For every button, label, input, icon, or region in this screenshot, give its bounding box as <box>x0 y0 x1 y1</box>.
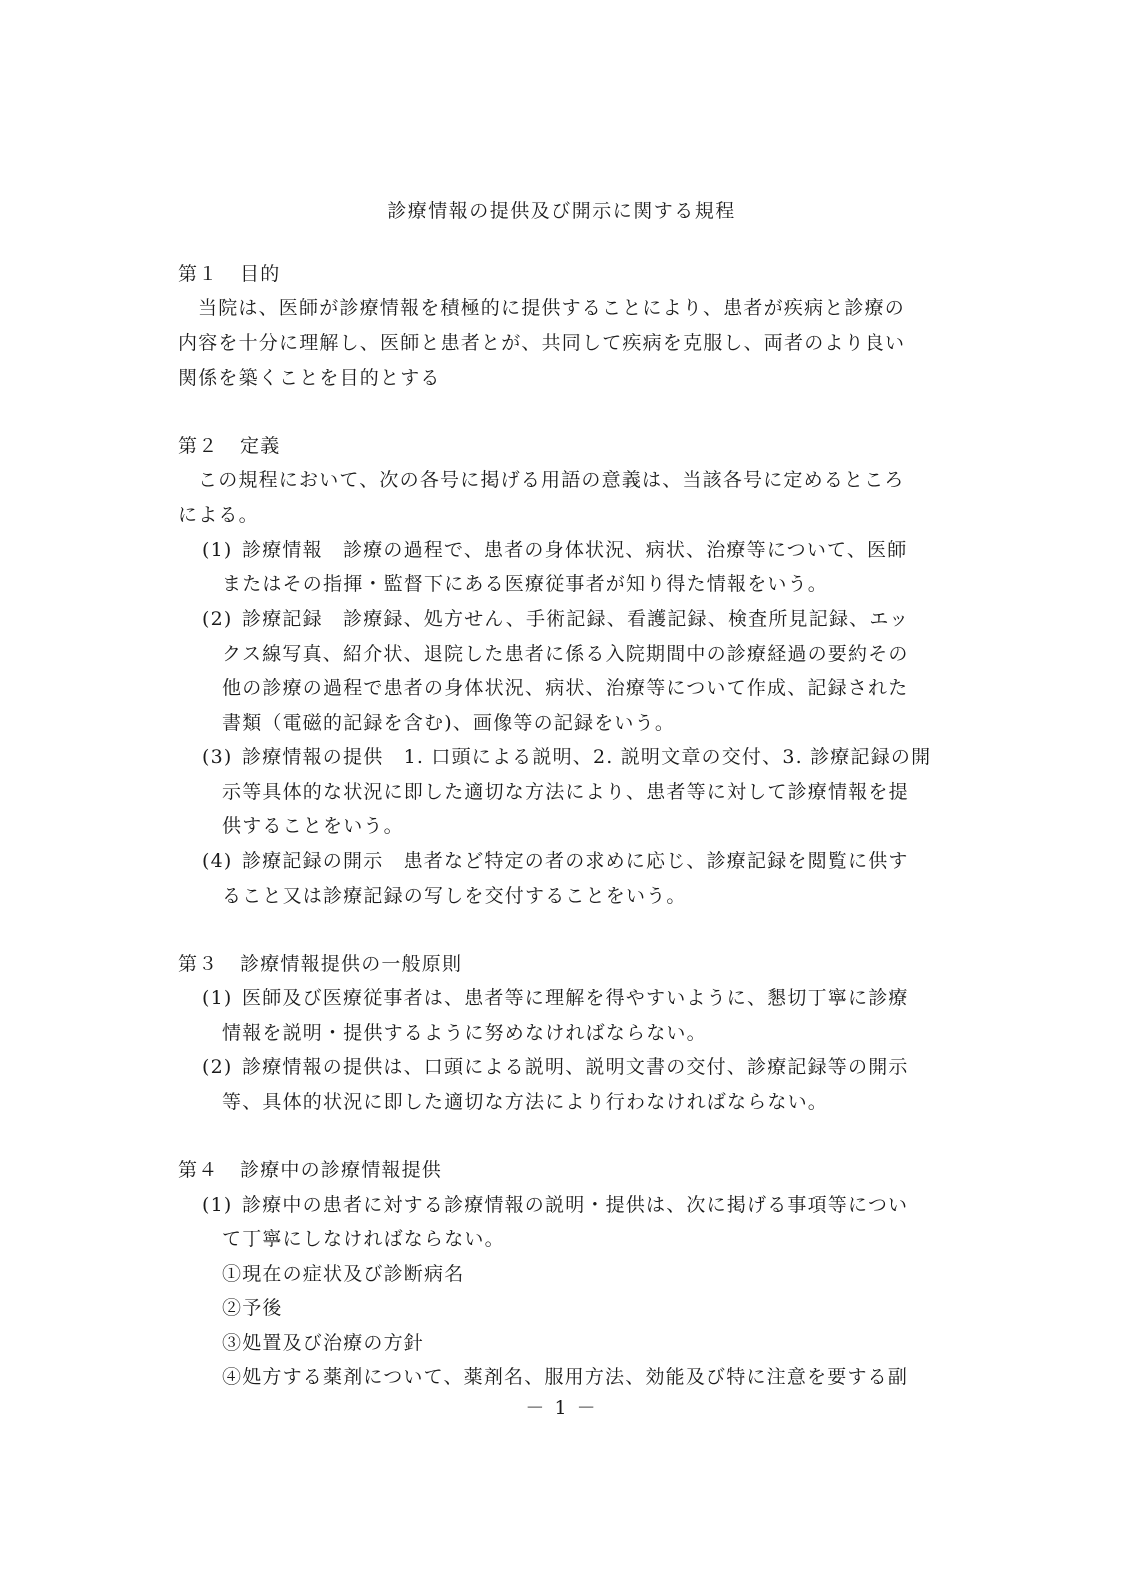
item-text: 診療情報 診療の過程で、患者の身体状況、病状、治療等について、医師 <box>242 539 908 561</box>
item-continuation: 書類（電磁的記録を含む)、画像等の記録をいう。 <box>222 712 676 734</box>
sub-item: ②予後 <box>222 1297 283 1319</box>
item-continuation: ること又は診療記録の写しを交付することをいう。 <box>222 885 687 907</box>
item-number: (2) <box>202 608 233 630</box>
item-text: 診療情報の提供 1. 口頭による説明、2. 説明文章の交付、3. 診療記録の開 <box>242 746 932 768</box>
item-number: (1) <box>202 987 233 1009</box>
item-number: (4) <box>202 850 233 872</box>
item-continuation: 示等具体的な状況に即した適切な方法により、患者等に対して診療情報を提 <box>222 781 909 803</box>
item-number: (1) <box>202 539 233 561</box>
section-title: 診療中の診療情報提供 <box>240 1159 443 1181</box>
item-text: 診療情報の提供は、口頭による説明、説明文書の交付、診療記録等の開示 <box>242 1056 909 1078</box>
item-continuation: て丁寧にしなければならない。 <box>222 1228 505 1250</box>
item-continuation: 等、具体的状況に即した適切な方法により行わなければならない。 <box>222 1091 829 1113</box>
paragraph-line: 関係を築くことを目的とする <box>178 367 441 389</box>
section-title: 目的 <box>240 263 281 285</box>
section-title: 診療情報提供の一般原則 <box>240 953 463 975</box>
item-continuation: 供することをいう。 <box>222 815 404 837</box>
section-number: 第３ <box>178 953 219 975</box>
paragraph-line: この規程において、次の各号に掲げる用語の意義は、当該各号に定めるところ <box>198 469 905 491</box>
item-continuation: 情報を説明・提供するように努めなければならない。 <box>222 1022 707 1044</box>
section-heading <box>178 1158 442 1182</box>
paragraph-line: 当院は、医師が診療情報を積極的に提供することにより、患者が疾病と診療の <box>198 297 906 319</box>
item-continuation: またはその指揮・監督下にある医療従事者が知り得た情報をいう。 <box>222 573 829 595</box>
section-heading <box>178 952 462 976</box>
item-text: 診療記録 診療録、処方せん、手術記録、看護記録、検査所見記録、エッ <box>242 608 910 630</box>
section-number: 第２ <box>178 435 219 457</box>
item-text: 診療中の患者に対する診療情報の説明・提供は、次に掲げる事項等につい <box>242 1194 909 1216</box>
list-item <box>202 607 909 631</box>
section-number: 第４ <box>178 1159 219 1181</box>
item-text: 医師及び医療従事者は、患者等に理解を得やすいように、懇切丁寧に診療 <box>242 987 909 1009</box>
sub-item: ③処置及び治療の方針 <box>222 1332 425 1354</box>
document-title: 診療情報の提供及び開示に関する規程 <box>387 200 736 222</box>
item-text: 診療記録の開示 患者など特定の者の求めに応じ、診療記録を閲覧に供す <box>242 850 909 872</box>
sub-item: ④処方する薬剤について、薬剤名、服用方法、効能及び特に注意を要する副 <box>222 1366 909 1388</box>
list-item <box>202 538 907 562</box>
page-number: － 1 － <box>525 1397 598 1419</box>
paragraph-line: による。 <box>178 504 259 526</box>
list-item <box>202 745 931 769</box>
list-item <box>202 1193 908 1217</box>
list-item <box>202 849 909 873</box>
item-continuation: クス線写真、紹介状、退院した患者に係る入院期間中の診療経過の要約その <box>222 643 909 665</box>
section-heading <box>178 434 280 458</box>
paragraph-line: 内容を十分に理解し、医師と患者とが、共同して疾病を克服し、両者のより良い <box>178 332 906 354</box>
item-number: (3) <box>202 746 233 768</box>
sub-item: ①現在の症状及び診断病名 <box>222 1263 465 1285</box>
item-number: (1) <box>202 1194 233 1216</box>
list-item <box>202 1055 909 1079</box>
section-title: 定義 <box>240 435 281 457</box>
item-continuation: 他の診療の過程で患者の身体状況、病状、治療等について作成、記録された <box>222 677 909 699</box>
list-item <box>202 986 909 1010</box>
item-number: (2) <box>202 1056 233 1078</box>
section-heading <box>178 262 280 286</box>
section-number: 第１ <box>178 263 219 285</box>
